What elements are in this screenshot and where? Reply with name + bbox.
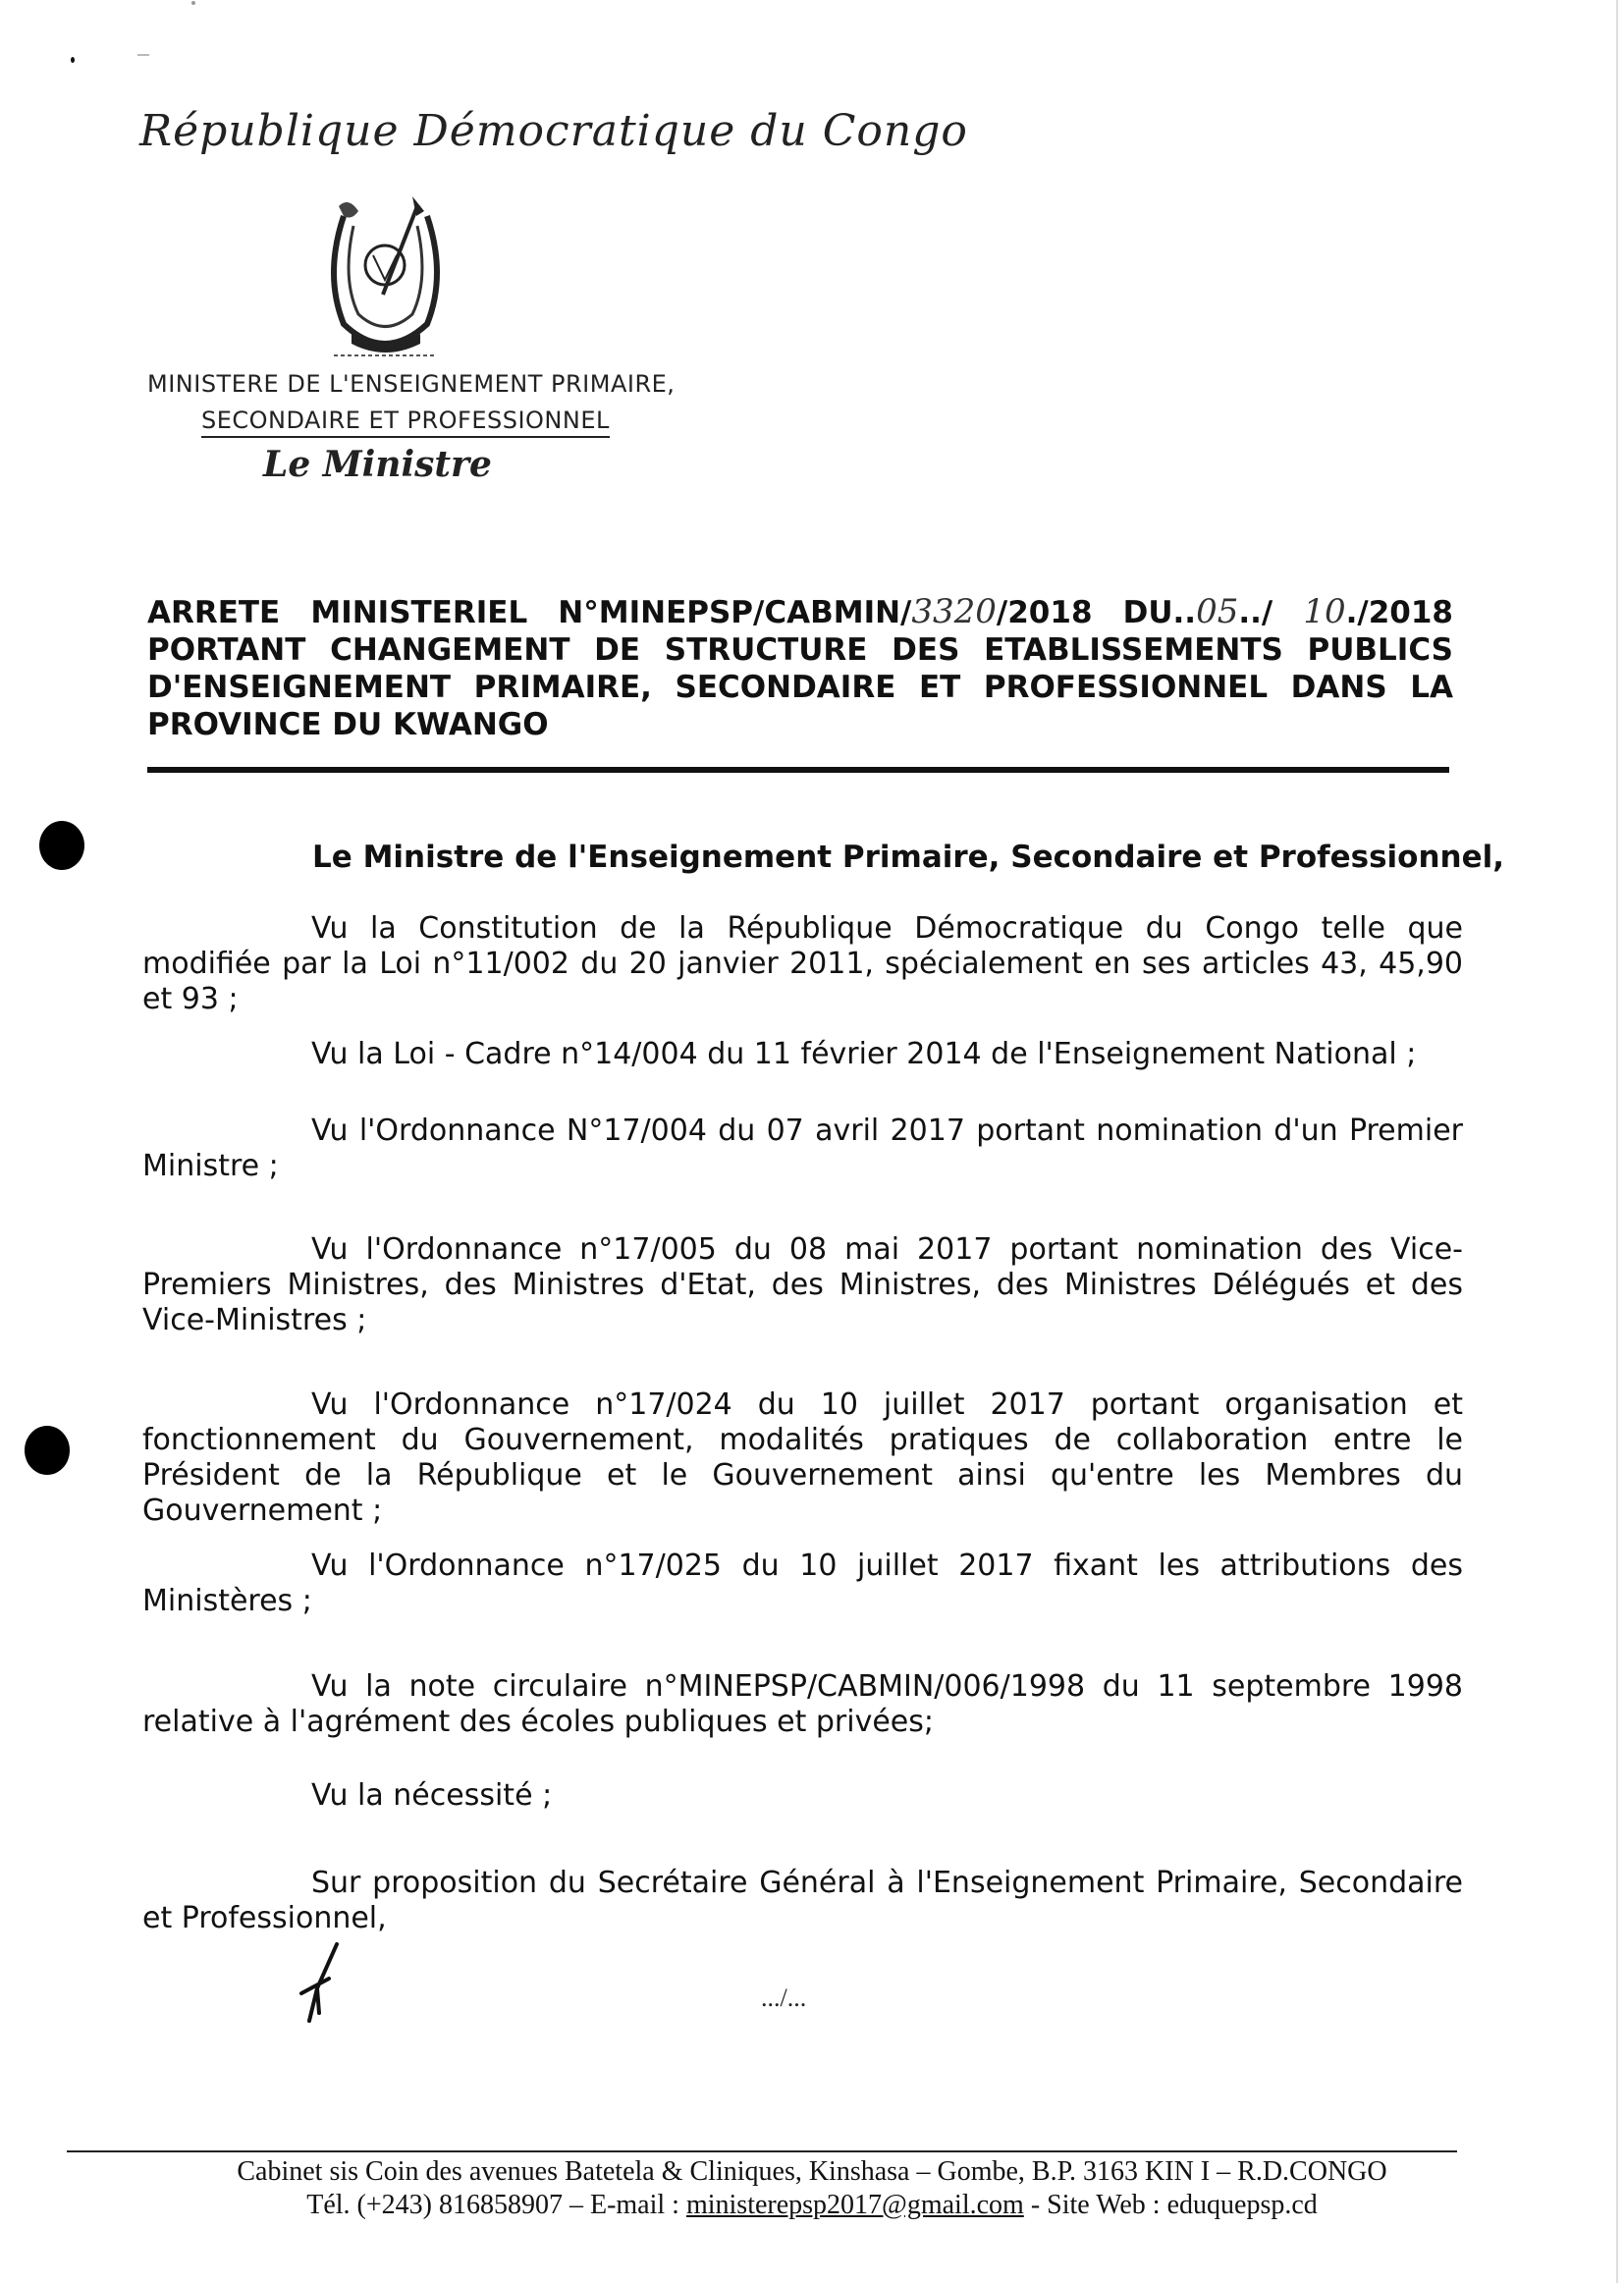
paragraph-text: Vu l'Ordonnance N°17/004 du 07 avril 2017 portant nomination d'un Premier Ministre ;	[142, 1114, 1463, 1183]
scan-speck	[191, 1, 195, 5]
decree-year: /2018 DU..	[996, 595, 1197, 630]
considerant-necessite	[142, 1778, 1463, 1814]
footer-email-link[interactable]: ministerepsp2017@gmail.com	[685, 2190, 1024, 2220]
decree-day-handwritten: 05	[1196, 592, 1239, 631]
considerant-loi-cadre	[142, 1037, 1463, 1072]
decree-number-handwritten: 3320	[911, 592, 997, 631]
initials-signature	[290, 1934, 358, 2023]
footer-contact	[0, 2190, 1624, 2221]
considerant-ordonnance-premier-ministre	[142, 1114, 1463, 1184]
footer-website: - Site Web : eduquepsp.cd	[1023, 2190, 1318, 2220]
paragraph-text: Vu l'Ordonnance n°17/005 du 08 mai 2017 portant nomination des Vice-Premiers Ministres, des Ministres d'Etat, des Ministres, des Ministres Délégués et des Vice-Ministres ;	[142, 1232, 1463, 1337]
decree-month-handwritten: 10	[1303, 592, 1346, 631]
decree-title	[147, 593, 1453, 743]
decree-date-year: ./2018	[1345, 595, 1454, 630]
minister-heading: Le Ministre de l'Enseignement Primaire, Secondaire et Professionnel,	[312, 840, 1505, 875]
scan-speck	[137, 54, 149, 56]
ministry-name-line2: SECONDAIRE ET PROFESSIONNEL	[201, 407, 610, 438]
scan-speck	[71, 57, 75, 63]
punch-hole	[39, 821, 84, 870]
considerant-ordonnance-attributions	[142, 1549, 1463, 1619]
decree-title-line2: PORTANT CHANGEMENT DE STRUCTURE DES ETABLISSEMENTS PUBLICS	[147, 632, 1453, 668]
republic-title: République Démocratique du Congo	[139, 106, 968, 156]
paragraph-text: Vu la Loi - Cadre n°14/004 du 11 février 2014 de l'Enseignement National ;	[311, 1037, 1417, 1071]
coat-of-arms-emblem	[314, 187, 457, 363]
paragraph-text: Vu la nécessité ;	[311, 1778, 553, 1813]
minister-label: Le Ministre	[263, 444, 492, 485]
considerant-note-circulaire	[142, 1669, 1463, 1740]
title-divider	[147, 767, 1449, 773]
decree-title-line3: D'ENSEIGNEMENT PRIMAIRE, SECONDAIRE ET PROFESSIONNEL DANS LA	[147, 670, 1453, 705]
paragraph-text: Vu l'Ordonnance n°17/025 du 10 juillet 2017 fixant les attributions des Ministères ;	[142, 1549, 1463, 1618]
paragraph-text: Vu la note circulaire n°MINEPSP/CABMIN/006/1998 du 11 septembre 1998 relative à l'agrément des écoles publiques et privées;	[142, 1669, 1463, 1739]
considerant-ordonnance-gouvernement	[142, 1387, 1463, 1529]
ministry-name-line1: MINISTERE DE L'ENSEIGNEMENT PRIMAIRE,	[147, 370, 676, 398]
decree-title-line1	[147, 593, 1453, 631]
decree-title-line4: PROVINCE DU KWANGO	[147, 707, 549, 742]
paragraph-text: Vu la Constitution de la République Démocratique du Congo telle que modifiée par la Loi n°11/002 du 20 janvier 2011, spécialement en ses articles 43, 45,90 et 93 ;	[142, 911, 1463, 1016]
scan-edge	[1616, 0, 1618, 2283]
footer-address: Cabinet sis Coin des avenues Batetela & Cliniques, Kinshasa – Gombe, B.P. 3163 KIN I – R.D.CONGO	[237, 2156, 1387, 2187]
considerant-constitution	[142, 911, 1463, 1017]
punch-hole	[25, 1426, 70, 1475]
date-separator: ../	[1238, 595, 1304, 630]
considerant-ordonnance-vice-premiers	[142, 1232, 1463, 1338]
paragraph-text: Vu l'Ordonnance n°17/024 du 10 juillet 2017 portant organisation et fonctionnement du Gouvernement, modalités pratiques de collaboration entre le Président de la République et le Gouvernement ainsi qu'entre les Membres du Gouvernement ;	[142, 1387, 1463, 1528]
decree-number-prefix: ARRETE MINISTERIEL N°MINEPSP/CABMIN/	[147, 595, 912, 630]
considerant-proposition	[142, 1866, 1463, 1936]
paragraph-text: Sur proposition du Secrétaire Général à l'Enseignement Primaire, Secondaire et Professionnel,	[142, 1866, 1463, 1935]
footer-phone: Tél. (+243) 816858907 – E-mail :	[306, 2190, 686, 2220]
footer-divider	[67, 2150, 1457, 2152]
page-continuation: .../...	[761, 1984, 807, 2012]
